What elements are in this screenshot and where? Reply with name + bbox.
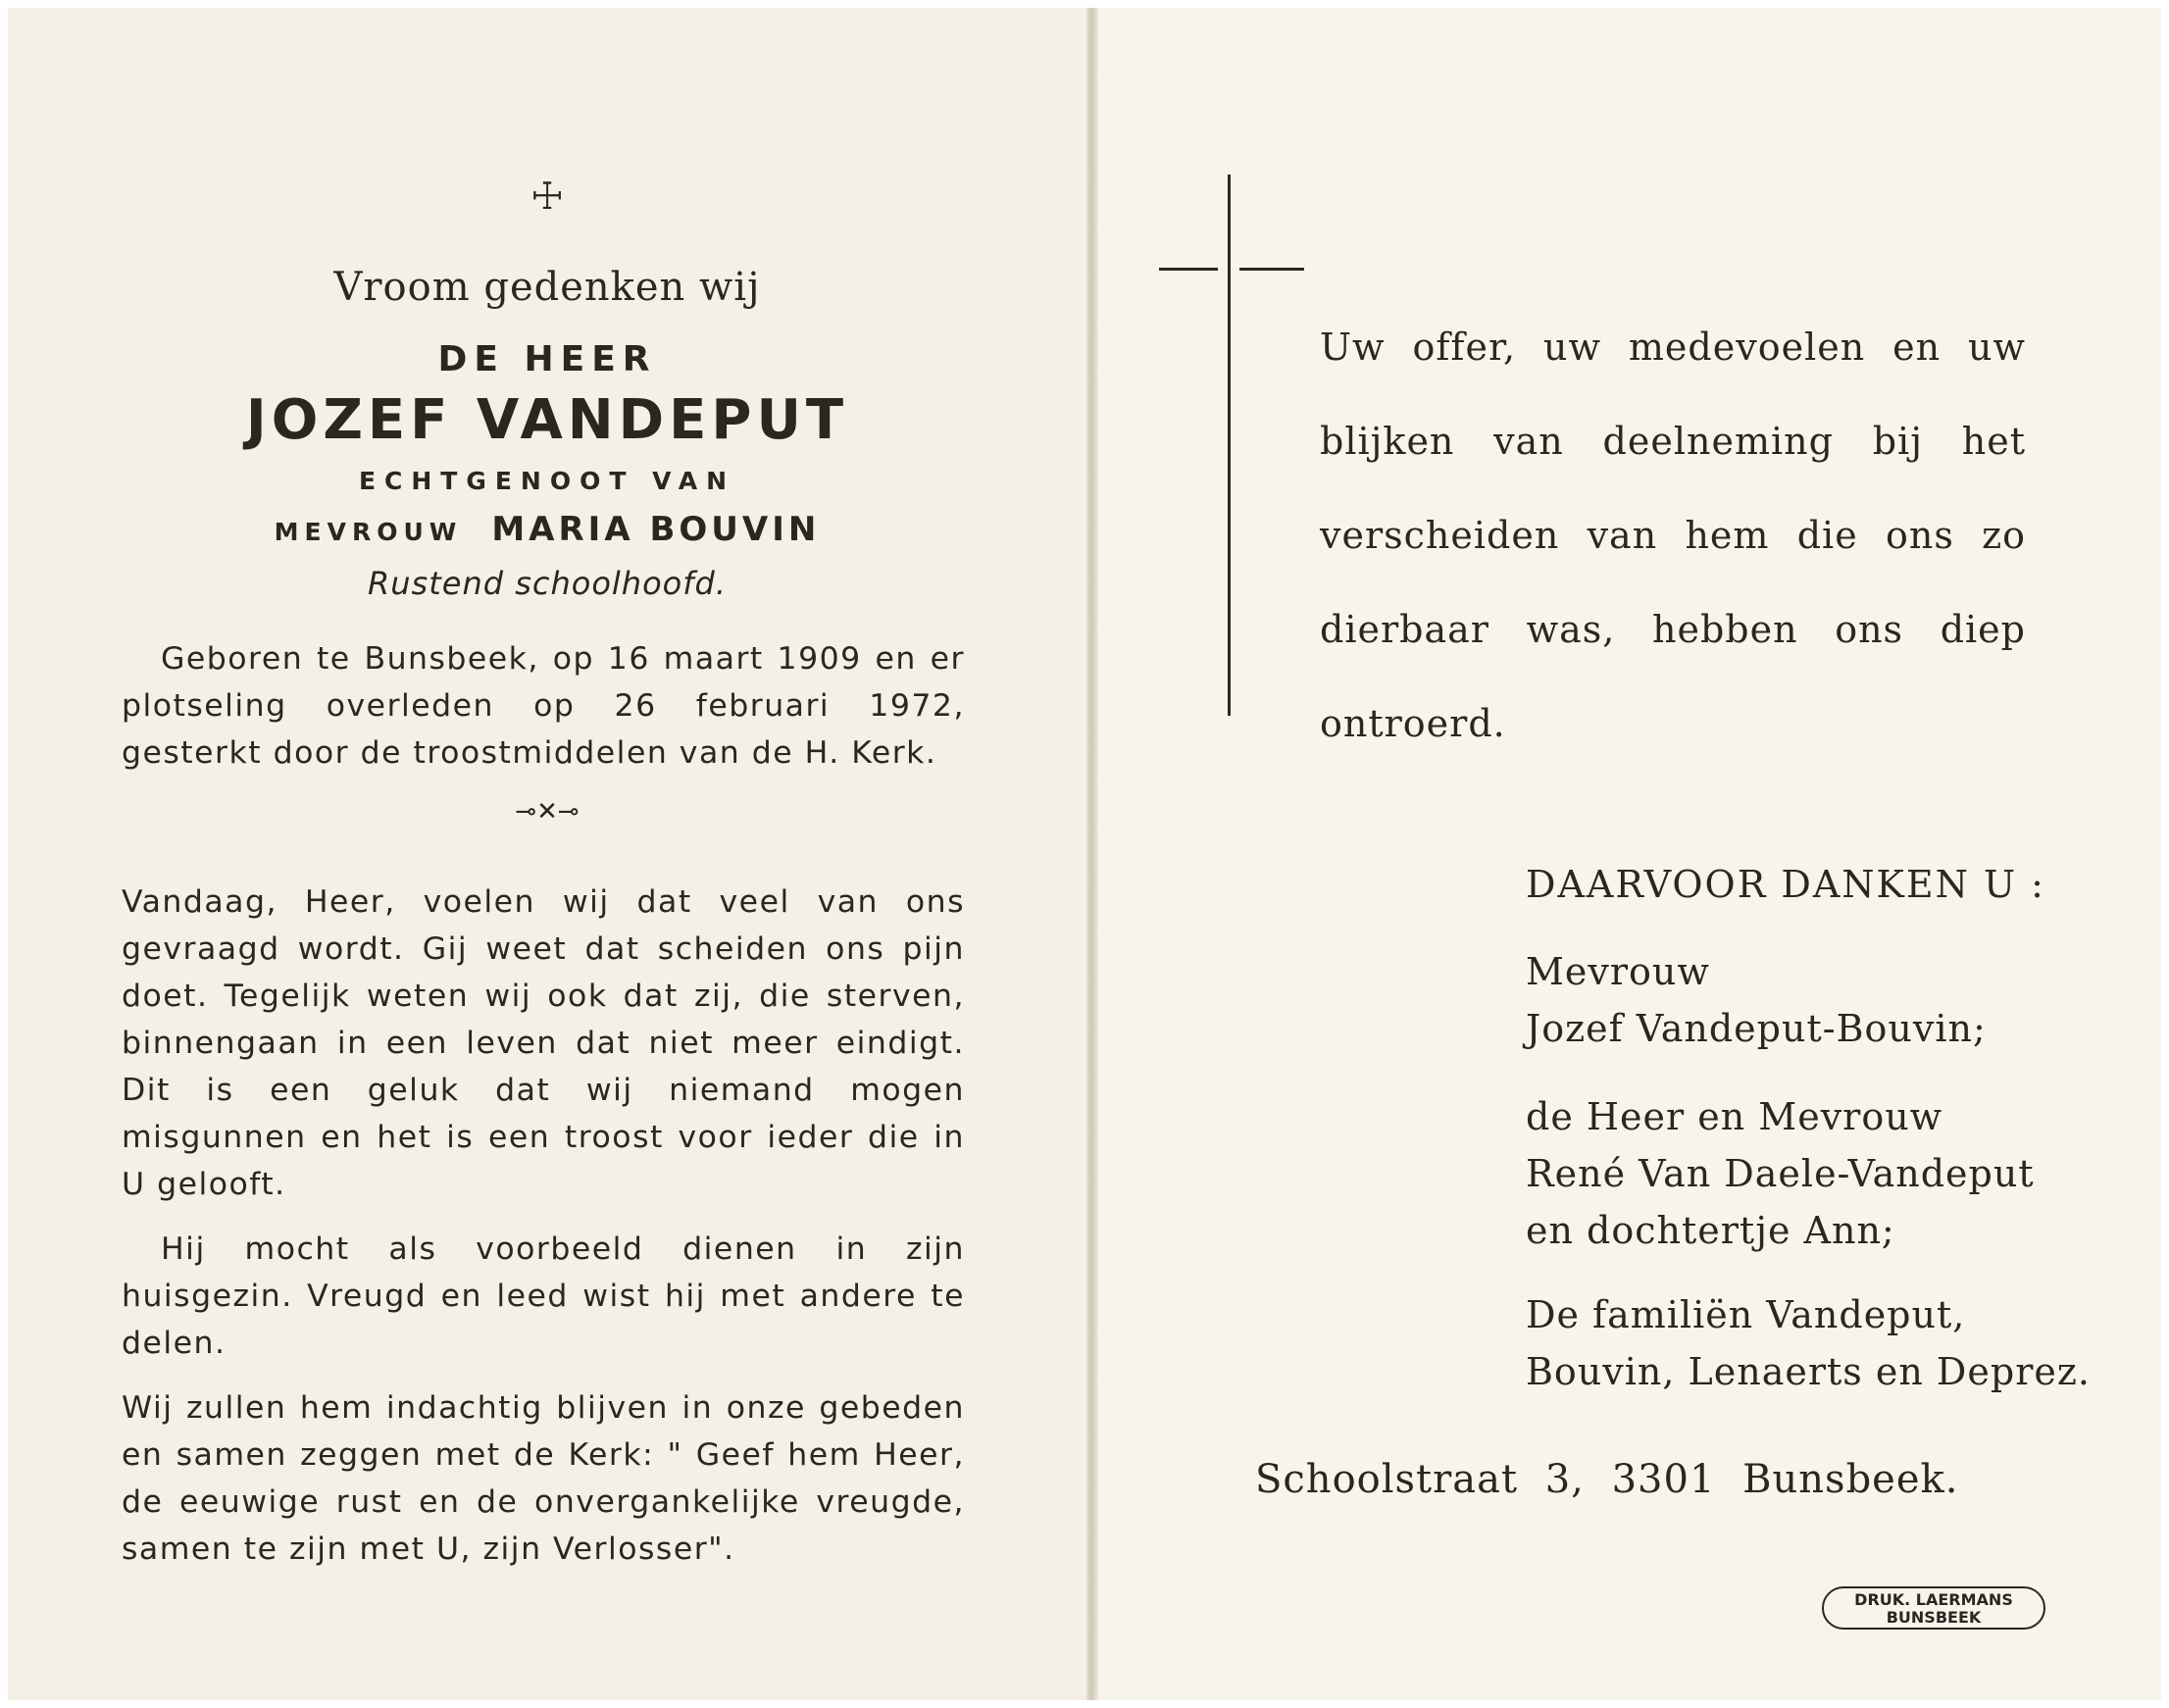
small-cross-icon: ☩ — [530, 175, 565, 218]
family-line: Jozef Vandeput-Bouvin; — [1526, 1007, 1987, 1050]
memorial-card — [8, 8, 2161, 1700]
family-line: De familiën Vandeput, — [1526, 1293, 1966, 1336]
cross-arm-left — [1159, 268, 1218, 271]
opening-line: Vroom gedenken wij — [333, 265, 761, 310]
thanks-text: Uw offer, uw medevoelen en uw blijken van deelneming bij het verscheiden van hem die ons zo dierbaar was, hebben ons diep ontroerd. — [1320, 326, 2026, 745]
occupation: Rustend schoolhoofd. — [368, 565, 727, 602]
spouse-name: MARIA BOUVIN — [491, 510, 821, 549]
address: Schoolstraat 3, 3301 Bunsbeek. — [1255, 1457, 1959, 1502]
spouse-of-label: ECHTGENOOT VAN — [358, 467, 736, 495]
family-line: Mevrouw — [1526, 950, 1710, 993]
printer-town: BUNSBEEK — [1886, 1608, 1982, 1627]
spouse-line — [8, 510, 1086, 549]
right-panel — [1098, 8, 2161, 1700]
family-line: en dochtertje Ann; — [1526, 1209, 1895, 1252]
family-group — [1526, 1286, 2114, 1400]
remembrance-paragraph: Wij zullen hem indachtig blijven in onze gebeden en samen zeggen met de Kerk: " Geef hem Heer, de eeuwige rust en de onvergankelijke vreugde, samen te zijn met U, zijn Verlosser". — [122, 1390, 965, 1567]
example-paragraph: Hij mocht als voorbeeld dienen in zijn huisgezin. Vreugd en leed wist hij met andere te delen. — [122, 1231, 965, 1361]
printer-name: DRUK. LAERMANS — [1854, 1590, 2013, 1609]
family-group — [1526, 943, 2114, 1057]
cross-arm-right — [1239, 268, 1304, 271]
large-cross-icon — [1228, 175, 1231, 716]
thanks-heading: DAARVOOR DANKEN U : — [1526, 863, 2045, 906]
honorific: DE HEER — [437, 339, 657, 379]
spouse-prefix: MEVROUW — [274, 518, 463, 546]
biography: Geboren te Bunsbeek, op 16 maart 1909 en er plotseling overleden op 26 februari 1972, gesterkt door de troostmiddelen van de H. Kerk. — [122, 641, 965, 771]
family-line: Bouvin, Lenaerts en Deprez. — [1526, 1350, 2091, 1393]
family-line: de Heer en Mevrouw — [1526, 1095, 1943, 1138]
family-group — [1526, 1088, 2114, 1259]
ornament-divider-icon: ⊸✕⊸ — [515, 797, 580, 827]
prayer-paragraph: Vandaag, Heer, voelen wij dat veel van ons gevraagd wordt. Gij weet dat scheiden ons pijn doet. Tegelijk weten wij ook dat zij, die sterven, binnengaan in een leven dat niet meer eindigt. Dit is een geluk dat wij niemand mogen misgunnen en het is een troost voor ieder die in U gelooft. — [122, 884, 965, 1202]
card-fold — [1086, 8, 1098, 1700]
deceased-name: JOZEF VANDEPUT — [245, 388, 849, 452]
printer-stamp — [1822, 1586, 2045, 1630]
family-line: René Van Daele-Vandeput — [1526, 1152, 2035, 1195]
